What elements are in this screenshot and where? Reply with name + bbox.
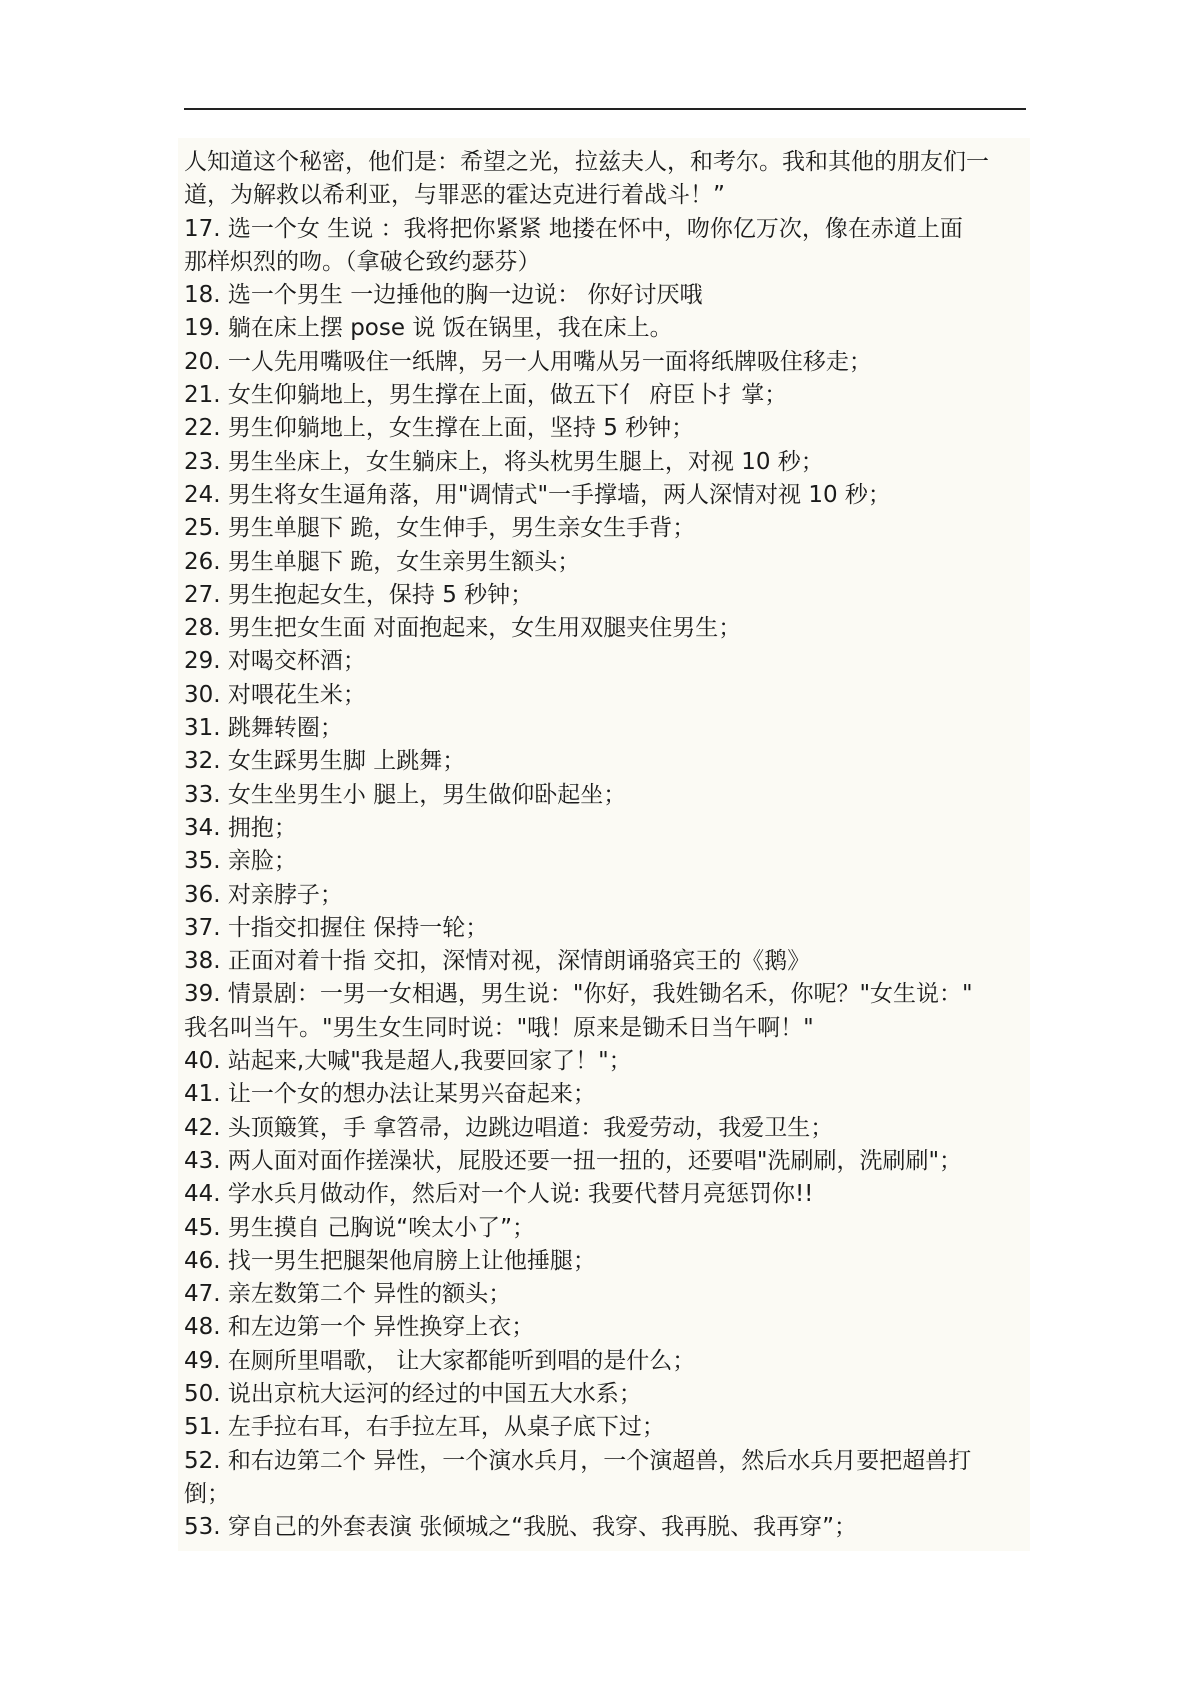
text-line: 49. 在厕所里唱歌， 让大家都能听到唱的是什么； — [184, 1347, 696, 1374]
text-line: 那样炽烈的吻。（拿破仑致约瑟芬） — [184, 248, 541, 275]
text-line: 17. 选一个女 生说 ：我将把你紧紧 地搂在怀中，吻你亿万次，像在赤道上面 — [184, 215, 963, 242]
text-line: 倒； — [184, 1480, 230, 1507]
text-line: 24. 男生将女生逼角落，用"调情式"一手撑墙，两人深情对视 10 秒； — [184, 481, 891, 508]
text-line: 22. 男生仰躺地上，女生撑在上面，坚持 5 秒钟； — [184, 415, 695, 442]
header-rule — [184, 108, 1026, 110]
text-line: 18. 选一个男生 一边捶他的胸一边说： 你好讨厌哦 — [184, 282, 703, 309]
text-line: 人知道这个秘密，他们是：希望之光，拉兹夫人，和考尔。我和其他的朋友们一 — [184, 149, 989, 175]
text-line: 45. 男生摸自 己胸说“唉太小了”； — [184, 1214, 536, 1241]
text-line: 43. 两人面对面作搓澡状，屁股还要一扭一扭的，还要唱"洗刷刷，洗刷刷"； — [184, 1147, 963, 1174]
text-line: 20. 一人先用嘴吸住一纸牌，另一人用嘴从另一面将纸牌吸住移走； — [184, 348, 872, 375]
text-line: 35. 亲脸； — [184, 848, 297, 875]
text-line: 我名叫当午。"男生女生同时说："哦！原来是锄禾日当午啊！" — [184, 1014, 814, 1041]
text-line: 25. 男生单腿下 跪，女生伸手，男生亲女生手背； — [184, 515, 696, 542]
text-line: 34. 拥抱； — [184, 814, 297, 841]
text-line: 40. 站起来,大喊"我是超人,我要回家了！"； — [184, 1048, 632, 1075]
text-line: 32. 女生踩男生脚 上跳舞； — [184, 748, 466, 775]
text-line: 46. 找一男生把腿架他肩膀上让他捶腿； — [184, 1247, 596, 1274]
text-line: 28. 男生把女生面 对面抱起来，女生用双腿夹住男生； — [184, 615, 742, 642]
text-line: 42. 头顶簸箕，手 拿笤帚，边跳边唱道：我爱劳动，我爱卫生； — [184, 1114, 834, 1141]
text-line: 37. 十指交扣握住 保持一轮； — [184, 914, 489, 941]
text-line: 50. 说出京杭大运河的经过的中国五大水系； — [184, 1380, 642, 1407]
text-line: 48. 和左边第一个 异性换穿上衣； — [184, 1314, 535, 1341]
text-line: 33. 女生坐男生小 腿上，男生做仰卧起坐； — [184, 781, 627, 808]
text-line: 38. 正面对着十指 交扣，深情对视，深情朗诵骆宾王的《鹅》 — [184, 948, 811, 975]
text-line: 36. 对亲脖子； — [184, 881, 343, 908]
text-line: 39. 情景剧：一男一女相遇，男生说："你好，我姓锄名禾，你呢？"女生说：" — [184, 981, 973, 1008]
text-line: 23. 男生坐床上，女生躺床上，将头枕男生腿上，对视 10 秒； — [184, 448, 824, 475]
text-line: 21. 女生仰躺地上，男生撑在上面，做五下亻 府臣卜扌掌； — [184, 382, 788, 409]
text-line: 51. 左手拉右耳，右手拉左耳，从桌子底下过； — [184, 1414, 665, 1441]
text-line: 30. 对喂花生米； — [184, 681, 366, 708]
text-line: 27. 男生抱起女生，保持 5 秒钟； — [184, 581, 534, 608]
document-body — [184, 146, 1026, 1544]
text-line: 52. 和右边第二个 异性，一个演水兵月，一个演超兽，然后水兵月要把超兽打 — [184, 1447, 972, 1474]
text-line: 41. 让一个女的想办法让某男兴奋起来； — [184, 1081, 596, 1108]
text-line: 53. 穿自己的外套表演 张倾城之“我脱、我穿、我再脱、我再穿”； — [184, 1514, 858, 1541]
text-line: 44. 学水兵月做动作，然后对一个人说: 我要代替月亮惩罚你!! — [184, 1181, 814, 1208]
text-line: 19. 躺在床上摆 pose 说 饭在锅里，我在床上。 — [184, 315, 673, 342]
text-line: 29. 对喝交杯酒； — [184, 648, 366, 675]
text-line: 道，为解救以希利亚，与罪恶的霍达克进行着战斗！” — [184, 182, 725, 209]
text-line: 26. 男生单腿下 跪，女生亲男生额头； — [184, 548, 581, 575]
text-line: 31. 跳舞转圈； — [184, 715, 343, 742]
text-line: 47. 亲左数第二个 异性的额头； — [184, 1281, 512, 1308]
